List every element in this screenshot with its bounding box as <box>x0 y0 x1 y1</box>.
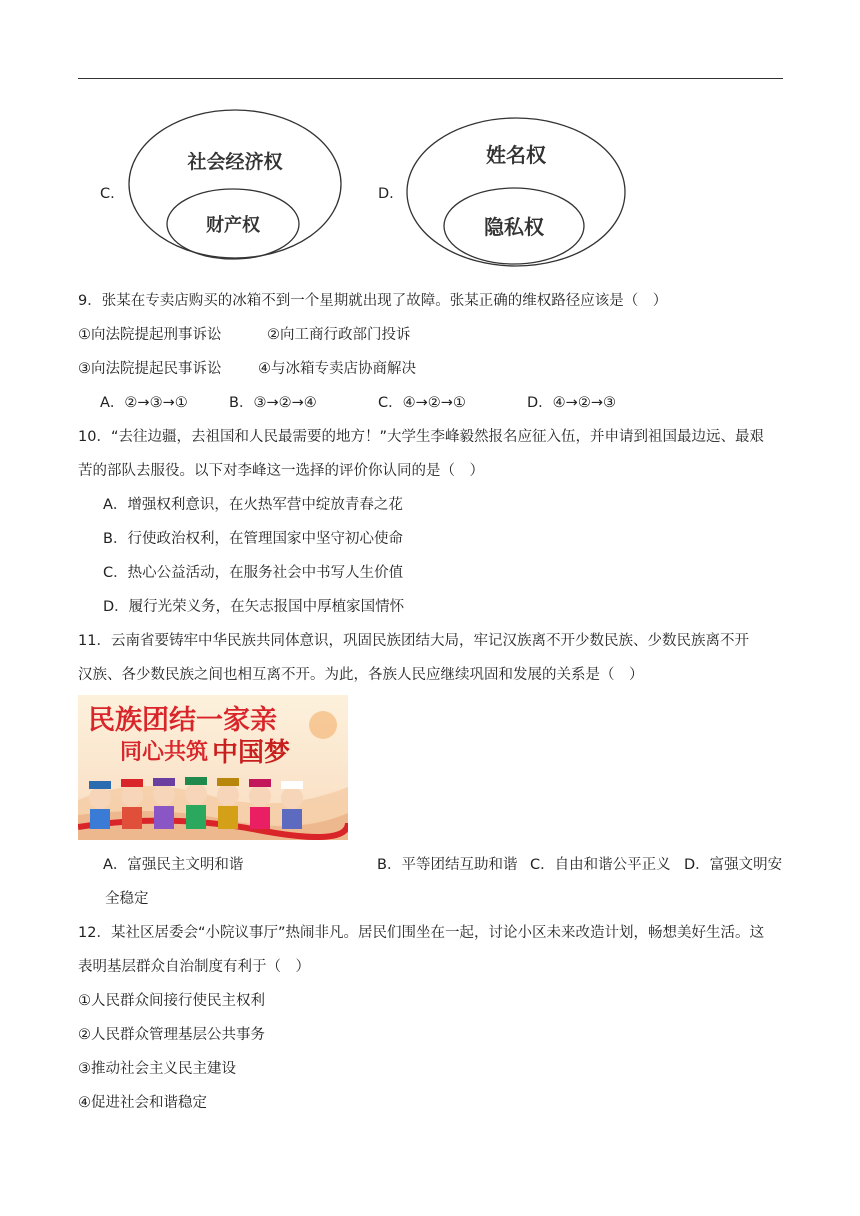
q9-option-c[interactable]: C．④→②→① <box>378 395 466 411</box>
q9-item-3: ③向法院提起民事诉讼 <box>78 361 222 377</box>
q11-option-d[interactable]: D．富强文明安 <box>684 857 783 873</box>
q9-item-1: ①向法院提起刑事诉讼 <box>78 327 222 343</box>
q12-stem-line1: 12．某社区居委会“小院议事厅”热闹非凡。居民们围坐在一起，讨论小区未来改造计划，畅想美好生活。这 <box>78 925 764 941</box>
venn-diagram-c <box>120 100 350 270</box>
q10-option-a[interactable]: A．增强权利意识，在火热军营中绽放青春之花 <box>103 497 403 513</box>
option-c-letter: C. <box>100 186 115 202</box>
q12-item-1: ①人民群众间接行使民主权利 <box>78 993 265 1009</box>
q9-option-b[interactable]: B．③→②→④ <box>229 395 317 411</box>
q9-option-d[interactable]: D．④→②→③ <box>527 395 616 411</box>
outer-circle <box>407 118 625 266</box>
option-d-letter: D. <box>378 186 394 202</box>
outer-label: 社会经济权 <box>187 151 283 173</box>
q12-item-4: ④促进社会和谐稳定 <box>78 1095 207 1111</box>
q12-stem-line2: 表明基层群众自治制度有利于（ ） <box>78 959 310 975</box>
q11-option-a[interactable]: A．富强民主文明和谐 <box>103 857 244 873</box>
q10-stem-line2: 苦的部队去服役。以下对李峰这一选择的评价你认同的是（ ） <box>78 463 484 479</box>
q10-option-c[interactable]: C．热心公益活动，在服务社会中书写人生价值 <box>103 565 404 581</box>
q11-option-d-continued: 全稳定 <box>105 891 149 907</box>
q10-option-d[interactable]: D．履行光荣义务，在矢志报国中厚植家国情怀 <box>103 599 405 615</box>
banner-title-line2b: 中国梦 <box>212 738 291 768</box>
q9-stem: 9．张某在专卖店购买的冰箱不到一个星期就出现了故障。张某正确的维权路径应该是（ ） <box>78 293 668 309</box>
q11-stem-line2: 汉族、各少数民族之间也相互离不开。为此，各族人民应继续巩固和发展的关系是（ ） <box>78 667 644 683</box>
q11-stem-line1: 11．云南省要铸牢中华民族共同体意识，巩固民族团结大局，牢记汉族离不开少数民族、少数民族离不开 <box>78 633 749 649</box>
ethnic-unity-banner-image <box>78 695 348 840</box>
q11-option-b[interactable]: B．平等团结互助和谐 <box>377 857 518 873</box>
banner-title-line2a: 同心共筑 <box>120 740 209 765</box>
q9-item-2: ②向工商行政部门投诉 <box>267 327 411 343</box>
outer-label: 姓名权 <box>486 143 546 167</box>
q11-option-c[interactable]: C．自由和谐公平正义 <box>530 857 671 873</box>
q9-option-a[interactable]: A．②→③→① <box>100 395 188 411</box>
q10-option-b[interactable]: B．行使政治权利，在管理国家中坚守初心使命 <box>103 531 403 547</box>
venn-diagram-d <box>398 110 638 275</box>
q12-item-2: ②人民群众管理基层公共事务 <box>78 1027 265 1043</box>
header-rule <box>78 78 783 79</box>
inner-label: 隐私权 <box>484 215 544 239</box>
banner-title-line1: 民族团结一家亲 <box>88 705 277 736</box>
inner-label: 财产权 <box>206 215 260 236</box>
q10-stem-line1: 10．“去往边疆，去祖国和人民最需要的地方！”大学生李峰毅然报名应征入伍，并申请到祖国最边远、最艰 <box>78 429 764 445</box>
q12-item-3: ③推动社会主义民主建设 <box>78 1061 236 1077</box>
q9-item-4: ④与冰箱专卖店协商解决 <box>258 361 416 377</box>
